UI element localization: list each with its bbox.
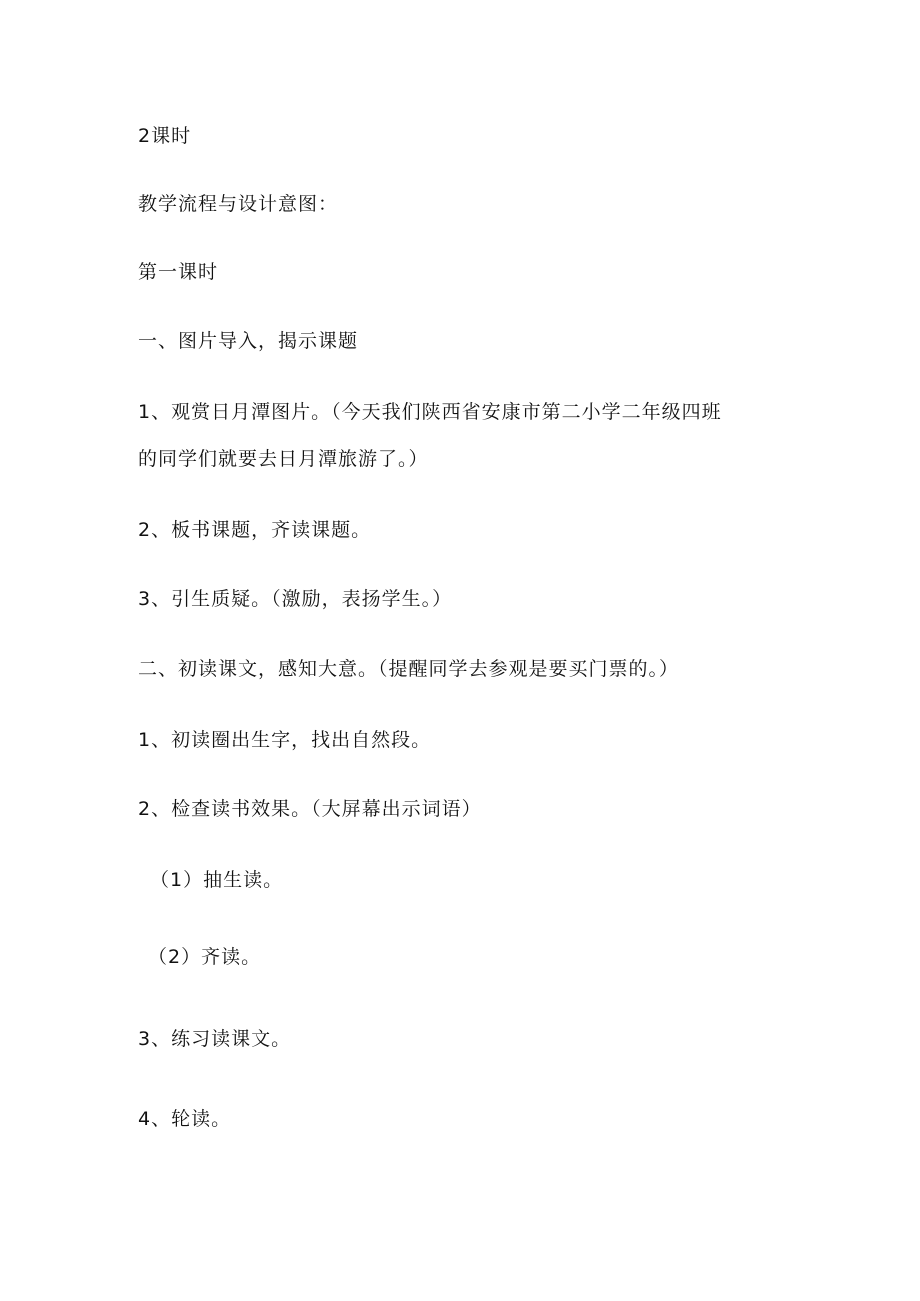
step-1-2: 2、板书课题，齐读课题。 (138, 519, 372, 541)
section-one-heading: 一、图片导入，揭示课题 (138, 330, 359, 352)
sub-step-1: （1）抽生读。 (150, 869, 284, 891)
step-2-2: 2、检查读书效果。（大屏幕出示词语） (138, 798, 482, 820)
step-2-3: 3、练习读课文。 (138, 1028, 292, 1050)
step-1-1-line-2: 的同学们就要去日月潭旅游了。） (138, 448, 429, 470)
section-two-heading: 二、初读课文，感知大意。（提醒同学去参观是要买门票的。） (138, 658, 680, 680)
step-1-1-line-1: 1、观赏日月潭图片。（今天我们陕西省安康市第二小学二年级四班 (138, 401, 722, 423)
step-1-3: 3、引生质疑。（激励，表扬学生。） (138, 588, 453, 610)
process-heading: 教学流程与设计意图： (138, 193, 339, 215)
sub-step-2: （2）齐读。 (148, 946, 262, 968)
first-lesson-heading: 第一课时 (138, 261, 219, 283)
step-2-4: 4、轮读。 (138, 1108, 232, 1130)
class-hours: 2课时 (138, 125, 192, 147)
step-2-1: 1、初读圈出生字，找出自然段。 (138, 729, 432, 751)
